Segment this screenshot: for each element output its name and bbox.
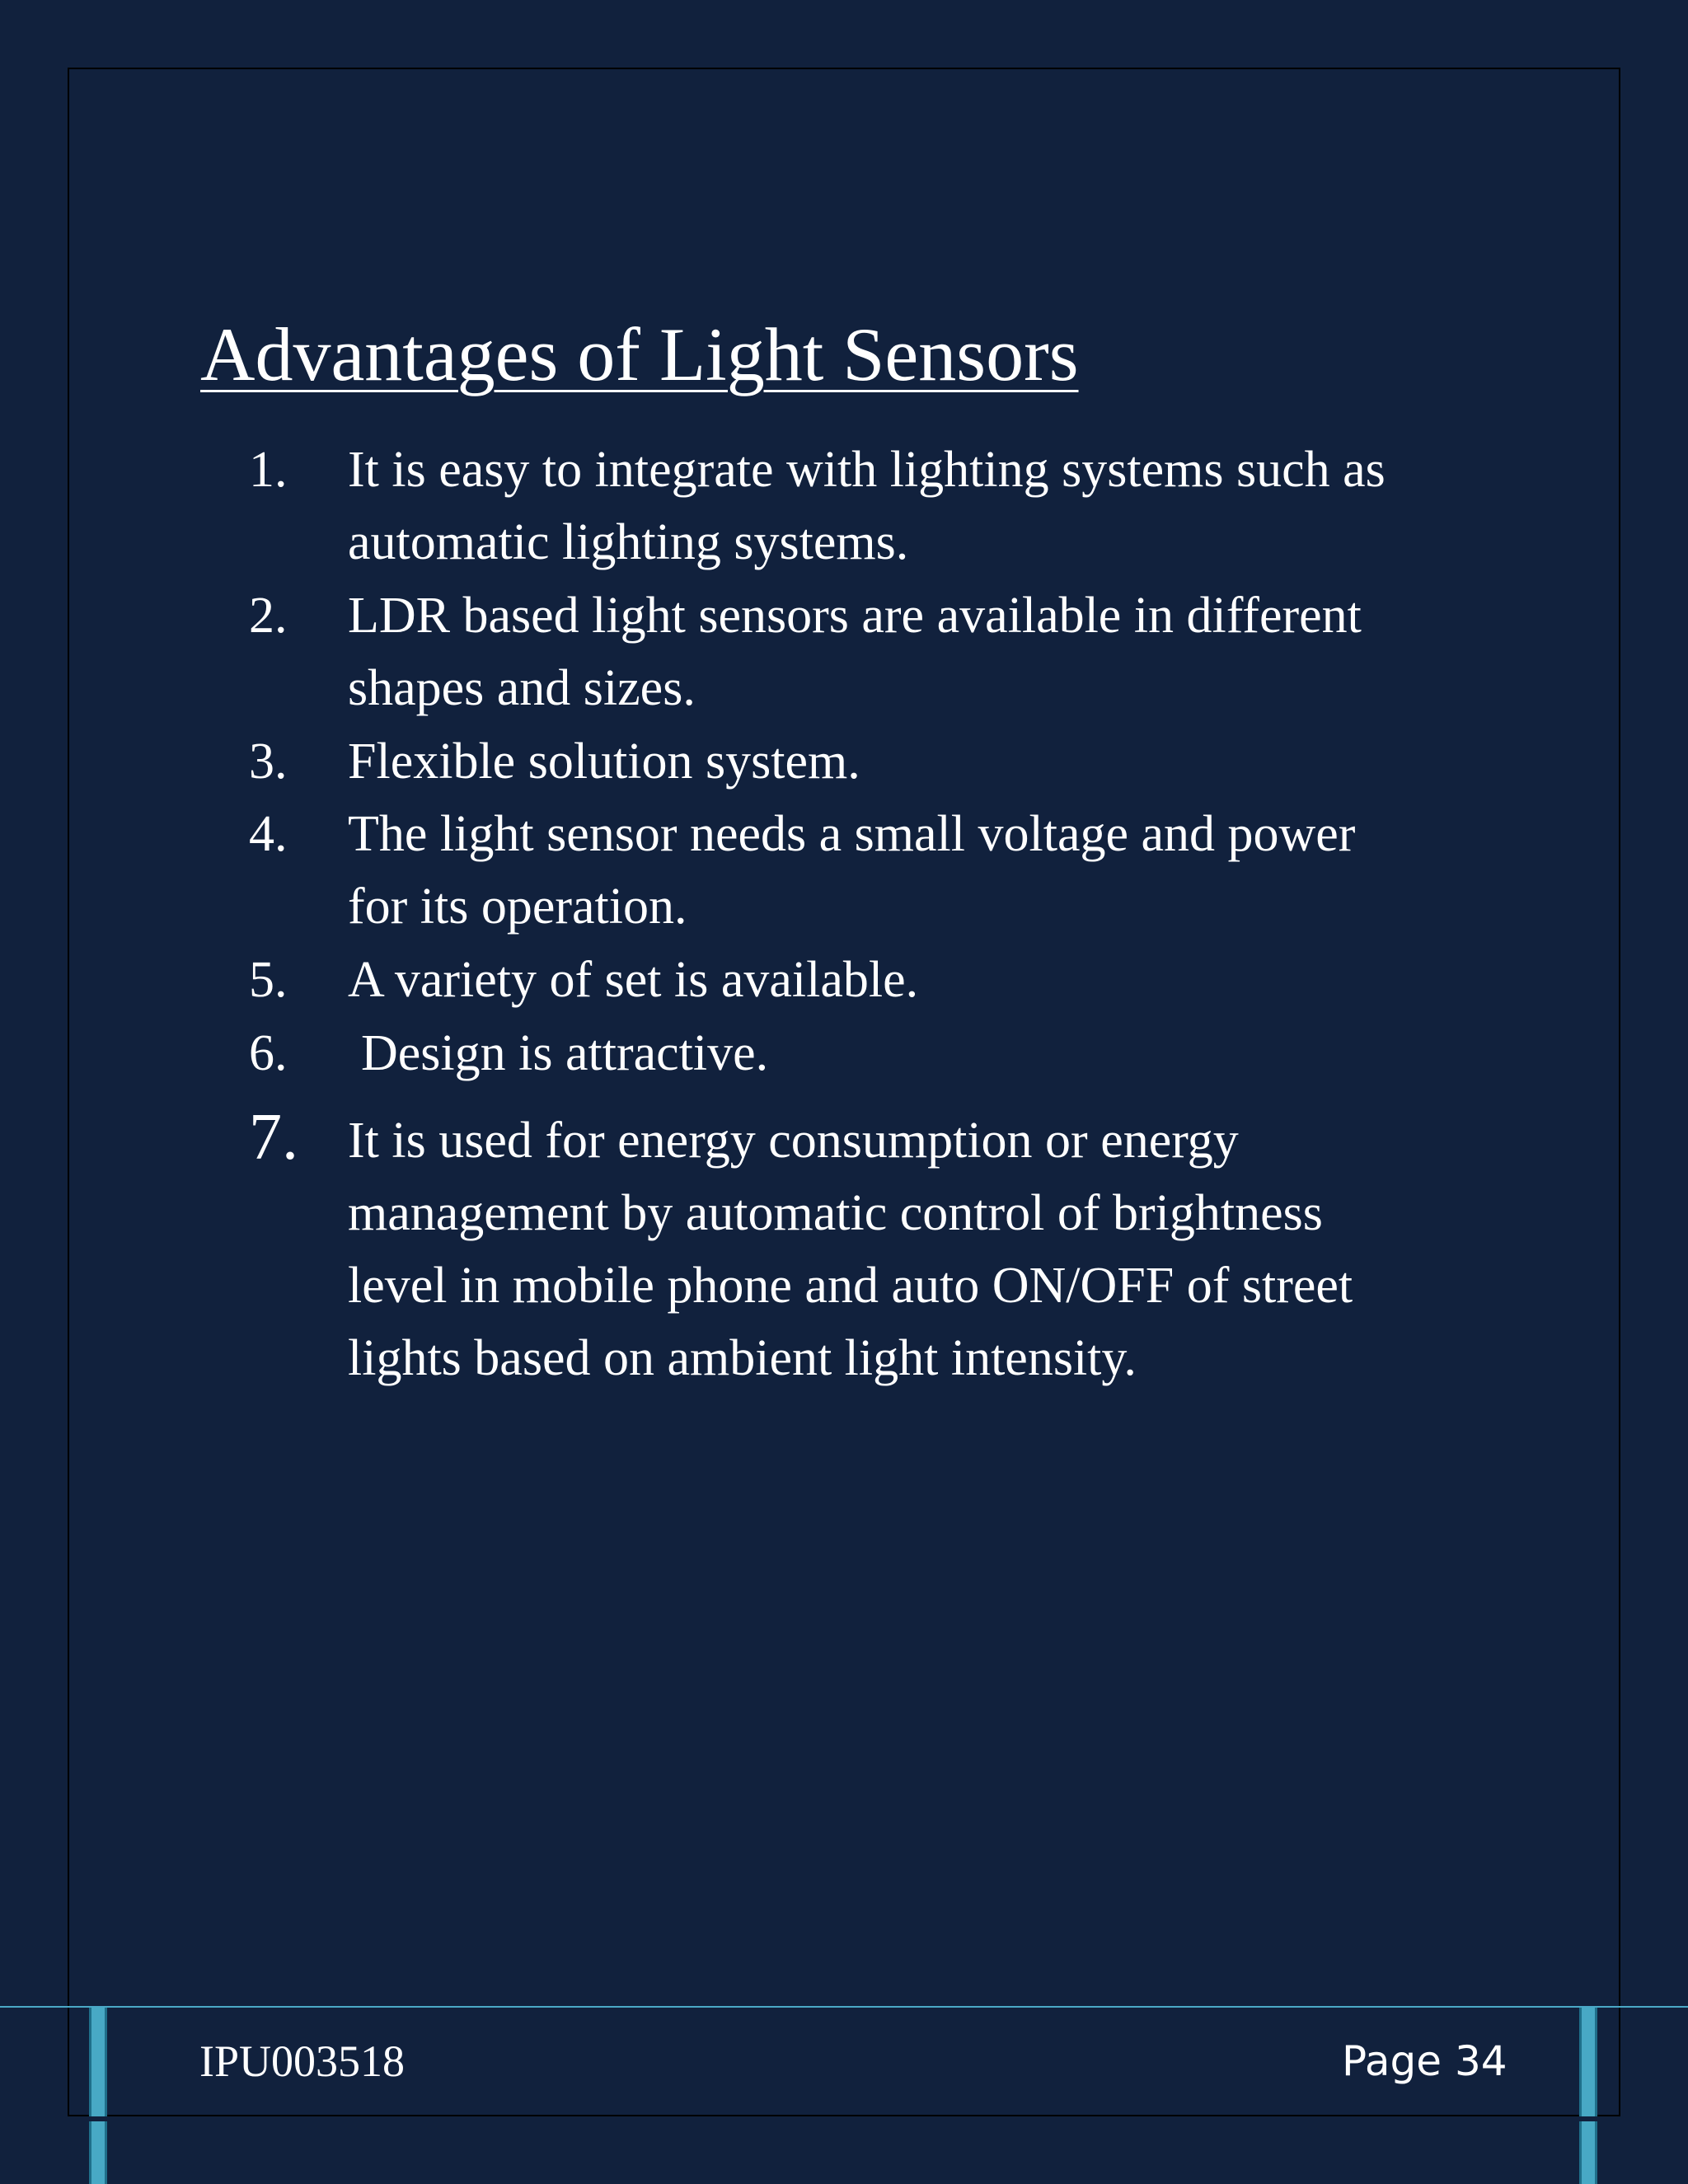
list-item-text [348,1104,1485,1394]
list-item-number: 3. [249,733,288,790]
list-item-line: It is easy to integrate with lighting systems such as [348,442,1386,498]
list-item-line: It is used for energy consumption or energy [348,1113,1239,1169]
list-item-line: Design is attractive. [361,1025,769,1081]
list-item-number: 2. [249,588,288,644]
list-item-line: shapes and sizes. [348,660,696,716]
footer-bar-gap-right [1576,2116,1601,2121]
footer-accent-bar-left [89,2008,107,2184]
list-item-line: for its operation. [348,879,687,935]
list-item-line: Flexible solution system. [348,733,860,790]
footer-document-id: IPU003518 [199,2036,406,2086]
page-title: Advantages of Light Sensors [200,312,1079,396]
footer-divider [0,2006,1688,2008]
list-item-number: 7. [249,1101,298,1174]
list-item-line: level in mobile phone and auto ON/OFF of street [348,1258,1353,1314]
list-item-line: management by automatic control of brightness [348,1185,1323,1241]
list-item-text [348,725,1485,798]
footer-page-number: Page 34 [1342,2037,1507,2085]
list-item-number: 6. [249,1025,288,1081]
footer-accent-bar-right [1579,2008,1597,2184]
list-item-text [348,798,1485,943]
list-item-text [348,434,1485,579]
list-item-line: LDR based light sensors are available in different [348,588,1362,644]
list-item-line: The light sensor needs a small voltage and power [348,806,1356,862]
list-item-number: 4. [249,806,288,862]
list-item-number: 1. [249,442,288,498]
list-item-line: lights based on ambient light intensity. [348,1330,1137,1386]
list-item-text [348,579,1485,724]
list-item-text [361,1017,1498,1090]
list-item-line: automatic lighting systems. [348,514,909,570]
footer-bar-gap-left [86,2116,110,2121]
list-item-number: 5. [249,952,288,1008]
list-item-text [348,944,1485,1016]
list-item-line: A variety of set is available. [348,952,919,1008]
